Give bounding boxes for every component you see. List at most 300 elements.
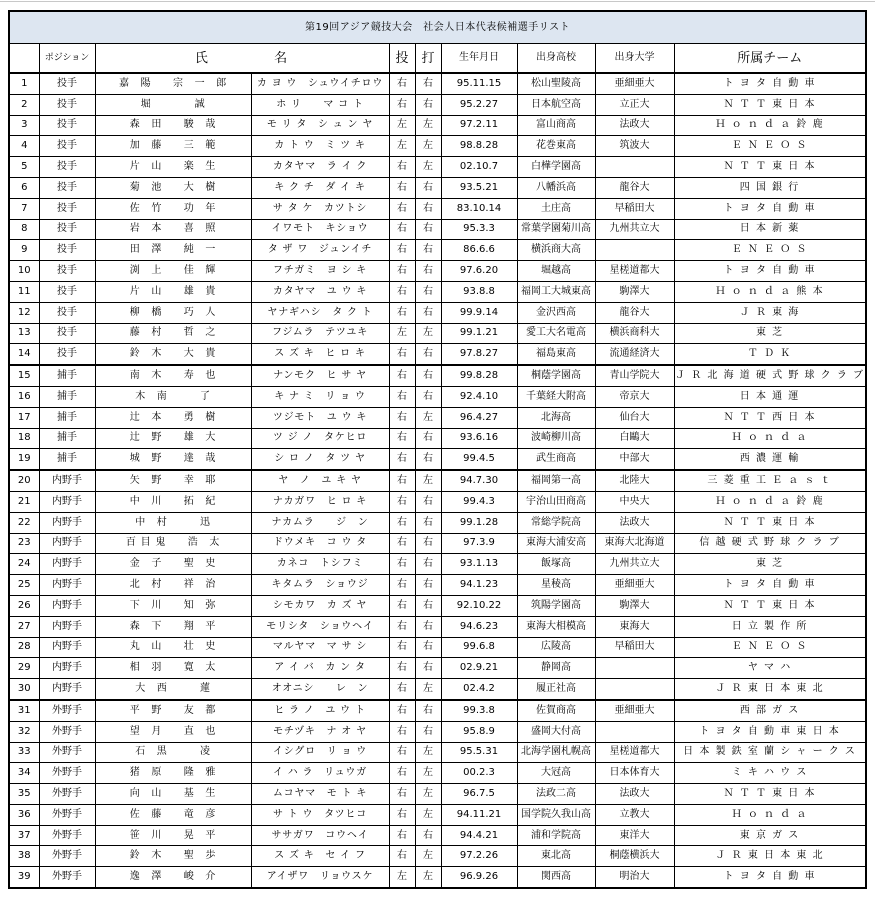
player-team: ヤ マ ハ	[674, 658, 866, 679]
player-high-school: 東海大相模高	[517, 616, 595, 637]
player-position: 外野手	[39, 804, 95, 825]
player-throws: 右	[389, 73, 415, 94]
player-throws: 右	[389, 261, 415, 282]
player-birthdate: 94.11.21	[441, 804, 517, 825]
header-no	[9, 44, 39, 74]
player-university: 駒澤大	[595, 281, 674, 302]
player-name-kana: ヒ ラ ノ ユ ウ ト	[251, 700, 389, 721]
player-university: 星槎道都大	[595, 261, 674, 282]
player-birthdate: 96.7.5	[441, 784, 517, 805]
player-name-kana: カネコ トシフミ	[251, 554, 389, 575]
table-row	[9, 700, 866, 721]
table-row	[9, 177, 866, 198]
player-university: 亜細亜大	[595, 575, 674, 596]
player-team: Ｎ Ｔ Ｔ 東 日 本	[674, 512, 866, 533]
player-birthdate: 93.5.21	[441, 177, 517, 198]
player-bats: 左	[415, 115, 441, 136]
player-throws: 右	[389, 700, 415, 721]
player-name-kana: ス ズ キ セ イ フ	[251, 846, 389, 867]
player-team: Ｔ Ｄ Ｋ	[674, 344, 866, 365]
table-row	[9, 261, 866, 282]
player-name: 柳 橋 巧 人	[95, 302, 251, 323]
player-position: 内野手	[39, 679, 95, 700]
player-name-kana: ホ リ マ コ ト	[251, 94, 389, 115]
player-throws: 右	[389, 763, 415, 784]
player-position: 内野手	[39, 616, 95, 637]
player-name: 中 川 拓 紀	[95, 491, 251, 512]
header-high-school: 出身高校	[517, 44, 595, 74]
player-birthdate: 97.3.9	[441, 533, 517, 554]
player-high-school: 富山商高	[517, 115, 595, 136]
player-team: ト ヨ タ 自 動 車	[674, 73, 866, 94]
player-position: 捕手	[39, 407, 95, 428]
player-name-kana: ス ズ キ ヒ ロ キ	[251, 344, 389, 365]
player-bats: 右	[415, 177, 441, 198]
player-high-school: 花巻東高	[517, 136, 595, 157]
player-birthdate: 02.10.7	[441, 157, 517, 178]
player-throws: 右	[389, 825, 415, 846]
player-high-school: 東北高	[517, 846, 595, 867]
table-row	[9, 157, 866, 178]
player-throws: 右	[389, 428, 415, 449]
player-bats: 右	[415, 721, 441, 742]
player-team: Ｈ ｏ ｎ ｄ ａ 鈴 鹿	[674, 491, 866, 512]
player-position: 外野手	[39, 784, 95, 805]
table-row	[9, 867, 866, 888]
player-bats: 左	[415, 136, 441, 157]
player-high-school: 横浜商大高	[517, 240, 595, 261]
player-bats: 左	[415, 679, 441, 700]
player-team: 西 部 ガ ス	[674, 700, 866, 721]
player-high-school: 日本航空高	[517, 94, 595, 115]
player-no: 23	[9, 533, 39, 554]
player-no: 17	[9, 407, 39, 428]
player-bats: 右	[415, 533, 441, 554]
table-row	[9, 115, 866, 136]
player-throws: 右	[389, 575, 415, 596]
player-throws: 左	[389, 115, 415, 136]
player-name-kana: モチヅキ ナ オ ヤ	[251, 721, 389, 742]
player-throws: 右	[389, 449, 415, 470]
player-birthdate: 94.1.23	[441, 575, 517, 596]
player-high-school: 履正社高	[517, 679, 595, 700]
player-no: 10	[9, 261, 39, 282]
player-throws: 右	[389, 198, 415, 219]
table-row	[9, 470, 866, 491]
player-no: 3	[9, 115, 39, 136]
player-bats: 右	[415, 344, 441, 365]
player-bats: 右	[415, 386, 441, 407]
player-name: 逸 澤 峻 介	[95, 867, 251, 888]
player-team: Ｅ Ｎ Ｅ Ｏ Ｓ	[674, 240, 866, 261]
table-row	[9, 281, 866, 302]
player-position: 投手	[39, 302, 95, 323]
player-university: 仙台大	[595, 407, 674, 428]
player-bats: 左	[415, 470, 441, 491]
player-team: Ｎ Ｔ Ｔ 東 日 本	[674, 157, 866, 178]
player-bats: 左	[415, 804, 441, 825]
player-no: 5	[9, 157, 39, 178]
player-name: 笹 川 晃 平	[95, 825, 251, 846]
player-high-school: 武生商高	[517, 449, 595, 470]
player-team: Ｈ ｏ ｎ ｄ ａ 鈴 鹿	[674, 115, 866, 136]
player-high-school: 松山聖陵高	[517, 73, 595, 94]
table-row	[9, 616, 866, 637]
player-position: 捕手	[39, 428, 95, 449]
player-throws: 右	[389, 721, 415, 742]
player-team: 三 菱 重 工 Ｅ ａ ｓ ｔ	[674, 470, 866, 491]
player-position: 投手	[39, 281, 95, 302]
player-university: 北陸大	[595, 470, 674, 491]
player-name: 佐 竹 功 年	[95, 198, 251, 219]
player-birthdate: 96.4.27	[441, 407, 517, 428]
table-row	[9, 784, 866, 805]
header-birthdate: 生年月日	[441, 44, 517, 74]
player-high-school: 北海学園札幌高	[517, 742, 595, 763]
player-bats: 左	[415, 763, 441, 784]
player-position: 投手	[39, 240, 95, 261]
player-high-school: 広陵高	[517, 637, 595, 658]
player-no: 21	[9, 491, 39, 512]
player-name-kana: アイザワ リョウスケ	[251, 867, 389, 888]
table-row	[9, 804, 866, 825]
player-no: 33	[9, 742, 39, 763]
player-birthdate: 97.2.26	[441, 846, 517, 867]
player-name: 望 月 直 也	[95, 721, 251, 742]
player-throws: 右	[389, 94, 415, 115]
player-no: 39	[9, 867, 39, 888]
player-name: 辻 野 雄 大	[95, 428, 251, 449]
player-throws: 右	[389, 742, 415, 763]
player-high-school: 常総学院高	[517, 512, 595, 533]
player-high-school: 愛工大名電高	[517, 323, 595, 344]
player-name: 中 村 迅	[95, 512, 251, 533]
player-high-school: 大冠高	[517, 763, 595, 784]
player-university	[595, 721, 674, 742]
player-university	[595, 240, 674, 261]
player-high-school: 静岡高	[517, 658, 595, 679]
player-name: 佐 藤 竜 彦	[95, 804, 251, 825]
table-row	[9, 344, 866, 365]
player-name: 片 山 雄 貴	[95, 281, 251, 302]
player-team: Ｈ ｏ ｎ ｄ ａ	[674, 428, 866, 449]
player-team: ト ヨ タ 自 動 車	[674, 198, 866, 219]
player-high-school: 福岡第一高	[517, 470, 595, 491]
player-throws: 右	[389, 365, 415, 386]
player-university: 東洋大	[595, 825, 674, 846]
table-row	[9, 825, 866, 846]
player-name: 北 村 祥 治	[95, 575, 251, 596]
player-birthdate: 95.5.31	[441, 742, 517, 763]
player-name: 丸 山 壮 史	[95, 637, 251, 658]
player-position: 内野手	[39, 595, 95, 616]
player-position: 内野手	[39, 637, 95, 658]
player-position: 投手	[39, 157, 95, 178]
player-position: 投手	[39, 261, 95, 282]
player-university: 流通経済大	[595, 344, 674, 365]
player-throws: 左	[389, 323, 415, 344]
player-name: 百 目 鬼 浩 太	[95, 533, 251, 554]
player-name-kana: キタムラ ショウジ	[251, 575, 389, 596]
player-university: 日本体育大	[595, 763, 674, 784]
player-throws: 右	[389, 407, 415, 428]
player-throws: 右	[389, 804, 415, 825]
table-row	[9, 302, 866, 323]
player-no: 29	[9, 658, 39, 679]
player-team: 東 京 ガ ス	[674, 825, 866, 846]
player-name: 堀 誠	[95, 94, 251, 115]
player-name: 矢 野 幸 耶	[95, 470, 251, 491]
player-high-school: 飯塚高	[517, 554, 595, 575]
table-row	[9, 198, 866, 219]
player-no: 30	[9, 679, 39, 700]
player-bats: 左	[415, 784, 441, 805]
player-high-school: 宇治山田商高	[517, 491, 595, 512]
player-bats: 右	[415, 491, 441, 512]
player-team: Ｊ Ｒ 北 海 道 硬 式 野 球 ク ラ ブ	[674, 365, 866, 386]
player-throws: 右	[389, 595, 415, 616]
player-name-kana: ヤ ノ ユ キ ヤ	[251, 470, 389, 491]
player-bats: 右	[415, 94, 441, 115]
player-throws: 右	[389, 219, 415, 240]
header-row	[9, 44, 866, 74]
player-position: 投手	[39, 94, 95, 115]
player-no: 35	[9, 784, 39, 805]
player-position: 内野手	[39, 575, 95, 596]
player-position: 外野手	[39, 721, 95, 742]
player-team: 日 本 新 薬	[674, 219, 866, 240]
player-throws: 右	[389, 240, 415, 261]
player-birthdate: 93.8.8	[441, 281, 517, 302]
player-position: 投手	[39, 198, 95, 219]
table-row	[9, 219, 866, 240]
player-team: ト ヨ タ 自 動 車	[674, 867, 866, 888]
player-throws: 右	[389, 177, 415, 198]
player-university: 東海大北海道	[595, 533, 674, 554]
player-birthdate: 02.9.21	[441, 658, 517, 679]
player-throws: 右	[389, 157, 415, 178]
player-name-kana: モ リ タ シ ュ ン ヤ	[251, 115, 389, 136]
player-bats: 右	[415, 658, 441, 679]
player-name-kana: イ ハ ラ リュウガ	[251, 763, 389, 784]
player-name: 木 南 了	[95, 386, 251, 407]
player-name-kana: キ ナ ミ リ ョ ウ	[251, 386, 389, 407]
player-birthdate: 93.6.16	[441, 428, 517, 449]
player-name-kana: サ ト ウ タツヒコ	[251, 804, 389, 825]
player-university: 青山学院大	[595, 365, 674, 386]
player-university: 法政大	[595, 512, 674, 533]
player-university: 白鷗大	[595, 428, 674, 449]
player-throws: 左	[389, 136, 415, 157]
table-row	[9, 533, 866, 554]
table-row	[9, 595, 866, 616]
player-university: 法政大	[595, 784, 674, 805]
player-university: 桐蔭横浜大	[595, 846, 674, 867]
player-university: 帝京大	[595, 386, 674, 407]
player-name-kana: ナンモク ヒ サ ヤ	[251, 365, 389, 386]
player-university: 東海大	[595, 616, 674, 637]
player-no: 34	[9, 763, 39, 784]
player-team: Ｈ ｏ ｎ ｄ ａ	[674, 804, 866, 825]
player-birthdate: 99.6.8	[441, 637, 517, 658]
player-high-school: 桐蔭学園高	[517, 365, 595, 386]
player-no: 2	[9, 94, 39, 115]
page-title: 第19回アジア競技大会 社会人日本代表候補選手リスト	[9, 11, 866, 44]
player-university: 早稲田大	[595, 198, 674, 219]
player-name-kana: タ ザ ワ ジュンイチ	[251, 240, 389, 261]
player-name-kana: カタヤマ ラ イ ク	[251, 157, 389, 178]
player-bats: 左	[415, 157, 441, 178]
player-birthdate: 94.6.23	[441, 616, 517, 637]
player-name-kana: フチガミ ヨ シ キ	[251, 261, 389, 282]
player-university: 中部大	[595, 449, 674, 470]
player-bats: 右	[415, 512, 441, 533]
player-high-school: 関西高	[517, 867, 595, 888]
player-name: 南 木 寿 也	[95, 365, 251, 386]
player-position: 内野手	[39, 512, 95, 533]
table-row	[9, 428, 866, 449]
player-birthdate: 96.9.26	[441, 867, 517, 888]
player-birthdate: 99.8.28	[441, 365, 517, 386]
player-bats: 右	[415, 595, 441, 616]
table-row	[9, 491, 866, 512]
player-name: 加 藤 三 範	[95, 136, 251, 157]
table-row	[9, 742, 866, 763]
player-birthdate: 02.4.2	[441, 679, 517, 700]
table-row	[9, 136, 866, 157]
player-birthdate: 92.4.10	[441, 386, 517, 407]
player-name-kana: ツ ジ ノ タケヒロ	[251, 428, 389, 449]
table-row	[9, 94, 866, 115]
player-no: 22	[9, 512, 39, 533]
player-birthdate: 99.1.28	[441, 512, 517, 533]
header-position: ポジション	[39, 44, 95, 74]
player-university: 星槎道都大	[595, 742, 674, 763]
player-name-kana: イワモト キショウ	[251, 219, 389, 240]
player-birthdate: 99.4.5	[441, 449, 517, 470]
player-no: 38	[9, 846, 39, 867]
player-throws: 右	[389, 344, 415, 365]
player-team: Ｎ Ｔ Ｔ 西 日 本	[674, 407, 866, 428]
player-name-kana: ツジモト ユ ウ キ	[251, 407, 389, 428]
player-name-kana: ナカムラ ジ ン	[251, 512, 389, 533]
window-top-border	[0, 1, 875, 2]
player-throws: 左	[389, 867, 415, 888]
player-throws: 右	[389, 491, 415, 512]
player-bats: 左	[415, 867, 441, 888]
player-name: 鈴 木 大 貴	[95, 344, 251, 365]
player-birthdate: 95.2.27	[441, 94, 517, 115]
player-team: ト ヨ タ 自 動 車	[674, 261, 866, 282]
player-name-kana: シモカワ カ ズ ヤ	[251, 595, 389, 616]
player-team: Ｎ Ｔ Ｔ 東 日 本	[674, 595, 866, 616]
player-team: Ｅ Ｎ Ｅ Ｏ Ｓ	[674, 637, 866, 658]
table-row	[9, 658, 866, 679]
player-name-kana: カ ト ウ ミ ツ キ	[251, 136, 389, 157]
player-position: 捕手	[39, 386, 95, 407]
player-team: Ｈ ｏ ｎ ｄ ａ 熊 本	[674, 281, 866, 302]
player-university	[595, 157, 674, 178]
header-name-a: 氏	[194, 50, 210, 66]
table-row	[9, 679, 866, 700]
table-row	[9, 365, 866, 386]
player-team: Ｎ Ｔ Ｔ 東 日 本	[674, 94, 866, 115]
player-position: 外野手	[39, 846, 95, 867]
table-row	[9, 512, 866, 533]
player-name-kana: イシグロ リ ョ ウ	[251, 742, 389, 763]
player-position: 内野手	[39, 554, 95, 575]
player-high-school: 法政二高	[517, 784, 595, 805]
player-name-kana: カタヤマ ユ ウ キ	[251, 281, 389, 302]
player-high-school: 北海高	[517, 407, 595, 428]
player-birthdate: 83.10.14	[441, 198, 517, 219]
player-name: 下 川 知 弥	[95, 595, 251, 616]
player-bats: 右	[415, 261, 441, 282]
player-no: 24	[9, 554, 39, 575]
player-name-kana: モリシタ ショウヘイ	[251, 616, 389, 637]
player-university: 亜細亜大	[595, 73, 674, 94]
player-no: 32	[9, 721, 39, 742]
player-name: 田 澤 純 一	[95, 240, 251, 261]
table-row	[9, 240, 866, 261]
player-high-school: 八幡浜高	[517, 177, 595, 198]
player-team: 日 立 製 作 所	[674, 616, 866, 637]
player-birthdate: 95.3.3	[441, 219, 517, 240]
table-row	[9, 846, 866, 867]
table-row	[9, 323, 866, 344]
player-high-school: 福島東高	[517, 344, 595, 365]
player-position: 投手	[39, 136, 95, 157]
player-no: 36	[9, 804, 39, 825]
player-throws: 右	[389, 846, 415, 867]
player-university: 横浜商科大	[595, 323, 674, 344]
player-name: 鈴 木 聖 歩	[95, 846, 251, 867]
player-university: 筑波大	[595, 136, 674, 157]
player-position: 外野手	[39, 763, 95, 784]
player-name-kana: ヤナギハシ タ ク ト	[251, 302, 389, 323]
player-team: Ｊ Ｒ 東 日 本 東 北	[674, 679, 866, 700]
player-birthdate: 97.2.11	[441, 115, 517, 136]
player-high-school: 佐賀商高	[517, 700, 595, 721]
player-name-kana: マルヤマ マ サ シ	[251, 637, 389, 658]
player-throws: 右	[389, 386, 415, 407]
player-birthdate: 97.6.20	[441, 261, 517, 282]
player-birthdate: 86.6.6	[441, 240, 517, 261]
player-name: 辻 本 勇 樹	[95, 407, 251, 428]
player-throws: 右	[389, 512, 415, 533]
player-university: 立教大	[595, 804, 674, 825]
table-row	[9, 554, 866, 575]
player-throws: 右	[389, 533, 415, 554]
player-no: 8	[9, 219, 39, 240]
player-name: 森 下 翔 平	[95, 616, 251, 637]
player-name: 平 野 友 都	[95, 700, 251, 721]
player-name-kana: オオニシ レ ン	[251, 679, 389, 700]
player-no: 14	[9, 344, 39, 365]
player-team: 東 芝	[674, 554, 866, 575]
player-name-kana: カ ヨ ウ シュウイチロウ	[251, 73, 389, 94]
player-team: 四 国 銀 行	[674, 177, 866, 198]
player-team: Ｊ Ｒ 東 海	[674, 302, 866, 323]
player-name: 大 西 蓮	[95, 679, 251, 700]
player-name: 向 山 基 生	[95, 784, 251, 805]
player-throws: 右	[389, 554, 415, 575]
table-row	[9, 449, 866, 470]
player-high-school: 筑陽学園高	[517, 595, 595, 616]
player-name: 菊 池 大 樹	[95, 177, 251, 198]
table-row	[9, 721, 866, 742]
player-no: 6	[9, 177, 39, 198]
